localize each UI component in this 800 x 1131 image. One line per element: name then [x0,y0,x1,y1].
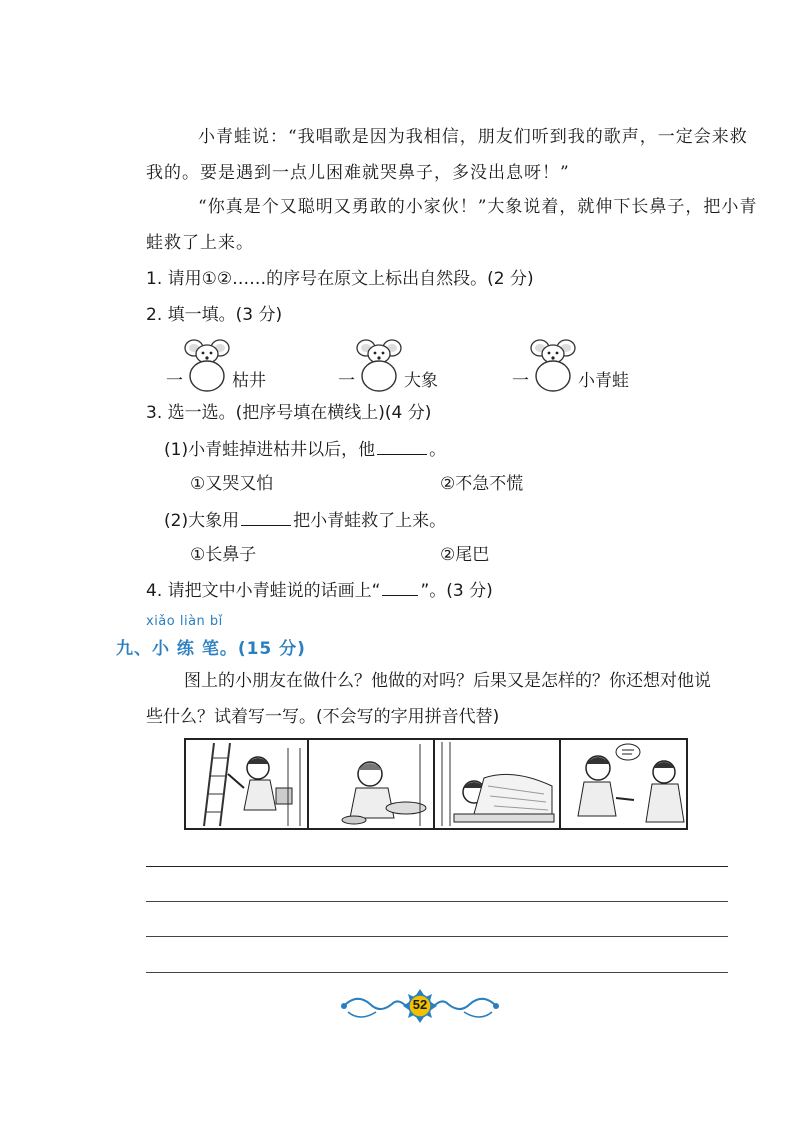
question-3-2 [164,509,446,532]
passage-p1-line1: 小青蛙说：“我唱歌是因为我相信，朋友们听到我的歌声，一定会来救 [198,127,748,147]
q3-2-text-before: (2)大象用 [164,511,240,531]
fill-item-3 [512,338,629,391]
q3-1-text-after: 。 [429,440,447,460]
mouse-blank-icon[interactable] [356,338,402,397]
page-number: 52 [412,997,428,1012]
q4-text-before: 4. 请把文中小青蛙说的话画上“ [146,581,381,601]
writing-line-2[interactable] [146,901,728,902]
writing-prompt-line2: 些什么？试着写一写。(不会写的字用拼音代替) [146,707,500,727]
question-4 [146,579,493,602]
answer-blank[interactable] [241,509,291,526]
q3-2-text-after: 把小青蛙救了上来。 [293,511,447,531]
fill-item-2 [338,338,438,391]
page-footer [336,986,504,1026]
q3-2-option-a: ①长鼻子 [190,545,257,565]
fill-item-prefix: 一 [166,371,183,391]
question-1: 1. 请用①②……的序号在原文上标出自然段。(2 分) [146,269,534,289]
question-3: 3. 选一选。(把序号填在横线上)(4 分) [146,403,432,423]
q4-text-after: ”。(3 分) [420,581,493,601]
answer-blank[interactable] [382,579,418,596]
q3-1-text-before: (1)小青蛙掉进枯井以后，他 [164,440,376,460]
fill-item-prefix: 一 [512,371,529,391]
fill-item-prefix: 一 [338,371,355,391]
section-title: 九、小 练 笔。(15 分) [116,639,306,659]
section-pinyin: xiǎo liàn bǐ [146,614,223,629]
fill-item-1 [166,338,266,391]
passage-p2-line1: “你真是个又聪明又勇敢的小家伙！”大象说着，就伸下长鼻子，把小青 [198,197,758,217]
fill-item-word: 枯井 [232,371,266,391]
mouse-blank-icon[interactable] [184,338,230,397]
question-2: 2. 填一填。(3 分) [146,305,283,325]
comic-strip [184,738,688,830]
mouse-blank-icon[interactable] [530,338,576,397]
answer-blank[interactable] [377,438,427,455]
writing-prompt-line1: 图上的小朋友在做什么？他做的对吗？后果又是怎样的？你还想对他说 [184,671,711,691]
passage-p2-line2: 蛙救了上来。 [146,233,254,253]
q3-2-option-b: ②尾巴 [440,545,490,565]
question-3-1 [164,438,446,461]
writing-line-1[interactable] [146,866,728,867]
q3-1-option-a: ①又哭又怕 [190,474,274,494]
q3-1-option-b: ②不急不慌 [440,474,524,494]
comic-strip-illustration [184,738,688,830]
fill-item-word: 大象 [404,371,438,391]
writing-line-4[interactable] [146,972,728,973]
passage-p1-line2: 我的。要是遇到一点儿困难就哭鼻子，多没出息呀！” [146,163,570,183]
writing-line-3[interactable] [146,936,728,937]
fill-item-word: 小青蛙 [578,371,629,391]
